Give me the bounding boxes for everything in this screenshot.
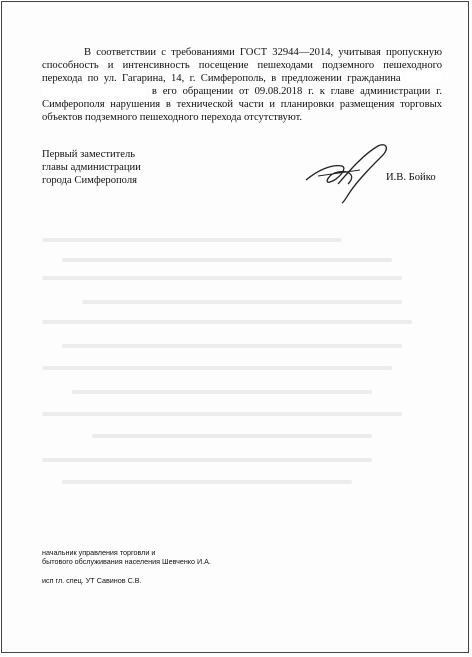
redacted-name (406, 72, 442, 82)
signatory-name: И.В. Бойко (386, 172, 436, 183)
show-through-mark (42, 238, 342, 242)
letter-paragraph-part2: в его обращении от 09.08.2018 г. к главе администрации г. Симферополя нарушения в технической части и планировки размещения торговых объектов подземного пешеходного перехода отсутствуют. (42, 86, 442, 123)
show-through-mark (42, 366, 392, 370)
footer-line: начальник управления торговли и (42, 548, 156, 557)
signatory-line: Первый заместитель (42, 149, 136, 160)
letter-body (42, 46, 442, 124)
letter-paragraph-part1: В соответствии с требованиями ГОСТ 32944—2014, учитывая пропускную способность и интенсивность посещение пешеходами подземного пешеходного перехода по ул. Гагарина, 14, г. Симферополь, в предложении гражданина (42, 47, 442, 84)
signatory-title (42, 148, 141, 187)
show-through-mark (42, 412, 402, 416)
show-through-mark (62, 258, 392, 262)
redacted-name (42, 85, 146, 95)
show-through-mark (42, 458, 372, 462)
signatory-line: главы администрации (42, 162, 141, 173)
show-through-mark (42, 320, 412, 324)
show-through-mark (82, 300, 402, 304)
handwritten-signature (298, 140, 396, 204)
signatory-line: города Симферополя (42, 175, 137, 186)
footer-line: бытового обслуживания населения Шевченко И.А. (42, 557, 211, 566)
show-through-mark (62, 344, 402, 348)
footer-line: исп гл. спец. УТ Савинов С.В. (42, 576, 142, 585)
show-through-mark (92, 434, 372, 438)
show-through-mark (42, 276, 402, 280)
show-through-mark (72, 390, 372, 394)
document-page (1, 1, 469, 653)
show-through-mark (62, 480, 352, 484)
